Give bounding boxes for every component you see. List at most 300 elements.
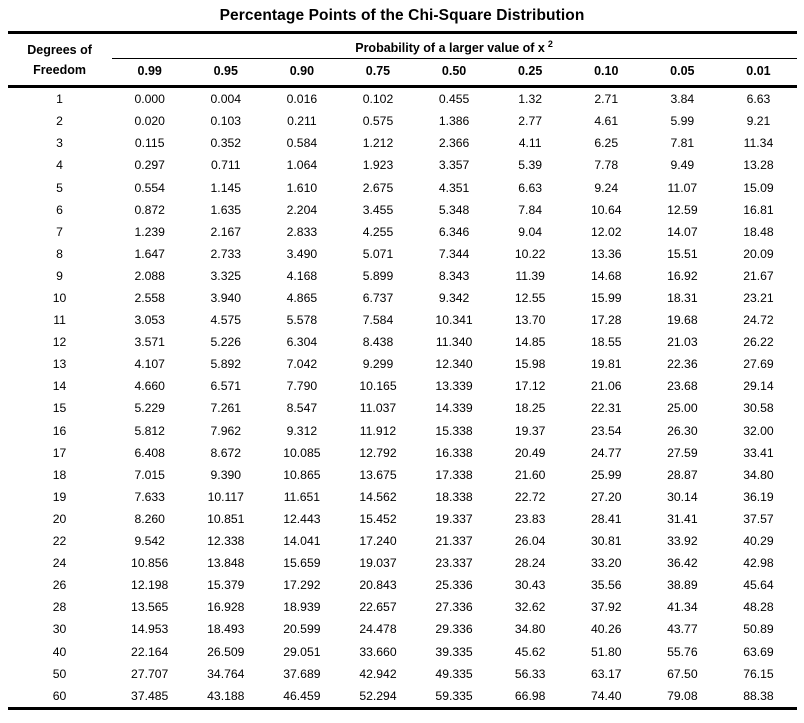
chi-value-cell: 1.212 [362, 136, 394, 151]
chi-value-cell: 34.764 [207, 666, 245, 681]
chi-value-cell: 43.77 [667, 622, 698, 637]
chi-value-cell: 12.198 [131, 578, 169, 593]
chi-value-cell: 14.953 [131, 622, 169, 637]
table-row [8, 375, 797, 397]
chi-value-cell: 7.84 [518, 202, 543, 217]
chi-value-cell: 0.020 [134, 114, 165, 129]
chi-value-cell: 22.164 [131, 644, 169, 659]
chi-value-cell: 38.89 [667, 578, 698, 593]
chi-value-cell: 12.55 [514, 291, 546, 305]
chi-value-cell: 0.211 [287, 114, 317, 129]
chi-value-cell: 14.562 [359, 489, 397, 504]
chi-value-cell: 12.338 [207, 534, 245, 549]
df-value: 17 [52, 445, 67, 460]
chi-value-cell: 37.92 [591, 600, 622, 615]
chi-value-cell: 21.03 [667, 335, 698, 350]
df-value: 50 [52, 666, 67, 681]
chi-value-cell: 22.72 [514, 489, 546, 504]
df-value: 24 [52, 556, 67, 571]
chi-value-cell: 23.83 [514, 511, 546, 526]
chi-value-cell: 14.07 [667, 224, 698, 239]
chi-value-cell: 34.80 [743, 467, 774, 482]
chi-value-cell: 23.68 [667, 379, 698, 394]
df-value: 15 [52, 401, 67, 416]
chi-value-cell: 74.40 [591, 688, 622, 703]
chi-value-cell: 10.851 [207, 511, 245, 526]
column-header-0.25: 0.25 [492, 59, 568, 87]
chi-value-cell: 24.77 [591, 445, 622, 460]
chi-value-cell: 0.584 [286, 136, 318, 151]
chi-value-cell: 10.865 [283, 467, 321, 482]
chi-value-cell: 0.102 [362, 92, 394, 107]
chi-value-cell: 2.204 [286, 202, 318, 217]
chi-value-cell: 5.39 [518, 158, 543, 173]
chi-value-cell: 5.229 [134, 401, 165, 416]
chi-value-cell: 24.478 [359, 622, 397, 637]
chi-value-cell: 1.923 [362, 158, 394, 173]
chi-value-cell: 16.338 [435, 445, 473, 460]
chi-value-cell: 79.08 [667, 688, 698, 703]
df-value: 60 [52, 688, 67, 703]
table-row [8, 618, 797, 640]
chi-value-cell: 7.790 [286, 379, 318, 394]
chi-value-cell: 7.81 [670, 136, 695, 151]
chi-value-cell: 39.335 [435, 644, 473, 659]
df-value: 10 [52, 291, 67, 305]
chi-value-cell: 14.85 [514, 335, 546, 350]
chi-value-cell: 2.833 [286, 224, 318, 239]
chi-value-cell: 7.042 [286, 357, 318, 372]
chi-value-cell: 3.455 [362, 202, 394, 217]
chi-value-cell: 8.672 [210, 445, 242, 460]
table-row [8, 87, 797, 111]
chi-value-cell: 9.299 [362, 357, 394, 372]
chi-value-cell: 8.438 [362, 335, 394, 350]
chi-value-cell: 2.558 [134, 291, 165, 305]
chi-value-cell: 30.14 [667, 489, 698, 504]
column-header-0.10: 0.10 [568, 59, 644, 87]
chi-value-cell: 25.99 [591, 467, 622, 482]
chi-value-cell: 22.36 [667, 357, 698, 372]
chi-value-cell: 7.633 [134, 489, 165, 504]
chi-value-cell: 17.292 [283, 578, 321, 593]
chi-value-cell: 21.67 [743, 268, 774, 283]
chi-value-cell: 24.72 [743, 313, 774, 328]
chi-value-cell: 15.98 [514, 357, 546, 372]
chi-value-cell: 5.226 [210, 335, 242, 350]
column-header-0.75: 0.75 [340, 59, 416, 87]
table-row [8, 287, 797, 309]
chi-value-cell: 1.386 [438, 114, 470, 129]
chi-value-cell: 9.04 [518, 224, 543, 239]
chi-value-cell: 0.872 [134, 202, 165, 217]
chi-value-cell: 40.26 [591, 622, 622, 637]
chi-value-cell: 3.357 [438, 158, 470, 173]
df-value: 20 [52, 511, 67, 526]
chi-value-cell: 18.31 [667, 291, 698, 305]
chi-value-cell: 5.071 [362, 246, 394, 261]
table-row [8, 331, 797, 353]
chi-value-cell: 10.085 [283, 445, 321, 460]
chi-value-cell: 33.660 [359, 644, 397, 659]
chi-value-cell: 25.00 [667, 401, 698, 416]
df-value: 2 [56, 114, 63, 129]
df-value: 16 [52, 423, 67, 438]
chi-value-cell: 12.443 [283, 511, 321, 526]
chi-value-cell: 5.578 [286, 313, 318, 328]
chi-value-cell: 13.339 [435, 379, 473, 394]
chi-value-cell: 9.312 [286, 423, 318, 438]
chi-value-cell: 48.28 [743, 600, 774, 615]
chi-value-cell: 3.940 [210, 291, 242, 305]
chi-value-cell: 29.14 [743, 379, 774, 394]
chi-value-cell: 13.28 [743, 158, 774, 173]
df-value: 11 [53, 313, 66, 328]
chi-value-cell: 0.554 [134, 180, 165, 195]
chi-value-cell: 29.051 [283, 644, 321, 659]
chi-value-cell: 4.660 [134, 379, 165, 394]
chi-value-cell: 18.55 [591, 335, 622, 350]
table-row [8, 464, 797, 486]
column-header-0.99: 0.99 [112, 59, 188, 87]
chi-value-cell: 4.107 [134, 357, 165, 372]
chi-value-cell: 63.17 [591, 666, 622, 681]
chi-value-cell: 11.34 [743, 136, 774, 151]
df-column-header [8, 33, 112, 87]
chi-value-cell: 55.76 [667, 644, 698, 659]
chi-value-cell: 45.62 [514, 644, 546, 659]
chi-value-cell: 14.339 [435, 401, 473, 416]
chi-value-cell: 36.42 [667, 556, 698, 571]
chi-value-cell: 26.22 [743, 335, 774, 350]
chi-value-cell: 25.336 [435, 578, 473, 593]
chi-value-cell: 10.117 [207, 489, 244, 504]
chi-value-cell: 32.00 [743, 423, 774, 438]
df-value: 5 [56, 180, 63, 195]
chi-value-cell: 27.20 [591, 489, 622, 504]
chi-value-cell: 3.325 [210, 268, 242, 283]
column-header-row [8, 59, 797, 87]
chi-value-cell: 30.58 [743, 401, 774, 416]
chi-value-cell: 12.59 [667, 202, 698, 217]
table-row [8, 177, 797, 199]
chi-value-cell: 13.70 [514, 313, 546, 328]
chi-value-cell: 10.64 [591, 202, 622, 217]
chi-value-cell: 10.856 [131, 556, 169, 571]
chi-value-cell: 1.647 [134, 246, 165, 261]
df-value: 6 [56, 202, 63, 217]
chi-value-cell: 28.41 [591, 511, 622, 526]
df-value: 18 [52, 467, 67, 482]
chi-value-cell: 42.942 [359, 666, 397, 681]
chi-value-cell: 23.21 [743, 291, 774, 305]
chi-value-cell: 3.490 [286, 246, 318, 261]
chi-value-cell: 14.041 [283, 534, 321, 549]
table-row [8, 574, 797, 596]
chi-value-cell: 1.145 [210, 180, 242, 195]
chi-value-cell: 36.19 [743, 489, 774, 504]
chi-value-cell: 42.98 [743, 556, 774, 571]
df-value: 40 [52, 644, 67, 659]
chi-value-cell: 27.336 [435, 600, 473, 615]
chi-value-cell: 33.20 [591, 556, 622, 571]
table-row [8, 685, 797, 709]
table-row [8, 199, 797, 221]
chi-value-cell: 33.41 [743, 445, 774, 460]
table-row [8, 596, 797, 618]
chi-value-cell: 0.103 [210, 114, 242, 129]
chi-value-cell: 4.351 [438, 180, 470, 195]
chi-value-cell: 1.635 [210, 202, 242, 217]
table-row [8, 243, 797, 265]
chi-value-cell: 15.09 [743, 180, 774, 195]
column-header-0.95: 0.95 [188, 59, 264, 87]
chi-value-cell: 18.338 [435, 489, 473, 504]
chi-value-cell: 27.69 [743, 357, 774, 372]
page-title: Percentage Points of the Chi-Square Distribution [219, 7, 585, 24]
chi-value-cell: 15.379 [207, 578, 245, 593]
chi-value-cell: 8.343 [438, 268, 470, 283]
table-row [8, 530, 797, 552]
df-header-line1: Degrees of [27, 42, 92, 57]
chi-value-cell: 4.61 [594, 114, 619, 129]
chi-value-cell: 5.348 [438, 202, 470, 217]
chi-value-cell: 2.71 [594, 92, 619, 107]
chi-value-cell: 0.000 [134, 92, 165, 107]
table-header [8, 33, 797, 87]
chi-value-cell: 46.459 [283, 688, 321, 703]
chi-value-cell: 13.565 [131, 600, 169, 615]
chi-value-cell: 0.004 [210, 92, 242, 107]
chi-value-cell: 34.80 [514, 622, 546, 637]
chi-value-cell: 4.255 [362, 224, 394, 239]
table-row [8, 397, 797, 419]
chi-value-cell: 18.493 [207, 622, 245, 637]
chi-value-cell: 14.68 [591, 268, 622, 283]
chi-value-cell: 50.89 [743, 622, 774, 637]
chi-value-cell: 27.59 [667, 445, 698, 460]
column-header-0.90: 0.90 [264, 59, 340, 87]
table-row [8, 265, 797, 287]
chi-value-cell: 37.57 [743, 511, 774, 526]
table-row [8, 641, 797, 663]
chi-value-cell: 15.99 [591, 291, 622, 305]
chi-value-cell: 13.848 [207, 556, 245, 571]
chi-value-cell: 20.49 [514, 445, 546, 460]
chi-value-cell: 0.711 [210, 158, 241, 173]
chi-value-cell: 76.15 [743, 666, 774, 681]
probability-header-superscript: 2 [547, 39, 553, 49]
df-value: 7 [56, 224, 63, 239]
chi-value-cell: 4.168 [286, 268, 318, 283]
chi-value-cell: 4.11 [518, 136, 542, 151]
chi-value-cell: 0.297 [134, 158, 165, 173]
column-header-0.01: 0.01 [720, 59, 796, 87]
chi-value-cell: 59.335 [435, 688, 473, 703]
chi-value-cell: 19.68 [667, 313, 698, 328]
df-value: 4 [56, 158, 63, 173]
chi-value-cell: 7.78 [594, 158, 619, 173]
chi-value-cell: 3.571 [134, 335, 165, 350]
chi-value-cell: 7.584 [362, 313, 394, 328]
column-header-0.05: 0.05 [644, 59, 720, 87]
chi-value-cell: 19.81 [591, 357, 622, 372]
chi-value-cell: 20.09 [743, 246, 774, 261]
chi-value-cell: 10.165 [359, 379, 397, 394]
chi-value-cell: 0.115 [134, 136, 165, 151]
chi-value-cell: 4.865 [286, 291, 318, 305]
chi-value-cell: 2.77 [518, 114, 543, 129]
chi-value-cell: 5.892 [210, 357, 242, 372]
chi-value-cell: 6.25 [594, 136, 619, 151]
chi-value-cell: 21.60 [514, 467, 546, 482]
chi-value-cell: 0.352 [210, 136, 242, 151]
chi-value-cell: 2.675 [362, 180, 394, 195]
table-row [8, 353, 797, 375]
df-value: 26 [52, 578, 67, 593]
chi-value-cell: 49.335 [435, 666, 473, 681]
chi-value-cell: 7.261 [210, 401, 242, 416]
chi-value-cell: 6.63 [518, 180, 543, 195]
probability-header-text: Probability of a larger value of x [355, 41, 545, 56]
chi-value-cell: 1.610 [286, 180, 318, 195]
chi-value-cell: 56.33 [514, 666, 546, 681]
chi-value-cell: 63.69 [743, 644, 774, 659]
chi-value-cell: 2.088 [134, 268, 165, 283]
table-row [8, 486, 797, 508]
chi-value-cell: 15.338 [435, 423, 473, 438]
chi-square-table [8, 31, 797, 710]
chi-value-cell: 19.337 [435, 511, 473, 526]
chi-value-cell: 66.98 [514, 688, 546, 703]
table-row [8, 110, 797, 132]
chi-value-cell: 1.32 [518, 92, 543, 107]
chi-value-cell: 17.12 [514, 379, 546, 394]
chi-value-cell: 5.899 [362, 268, 394, 283]
df-value: 13 [52, 357, 67, 372]
table-row [8, 221, 797, 243]
chi-value-cell: 6.408 [134, 445, 165, 460]
df-value: 8 [56, 246, 63, 261]
df-value: 3 [56, 136, 63, 151]
chi-value-cell: 21.337 [435, 534, 473, 549]
chi-value-cell: 16.81 [743, 202, 774, 217]
chi-value-cell: 11.39 [515, 268, 545, 283]
chi-value-cell: 30.43 [514, 578, 546, 593]
chi-value-cell: 18.48 [743, 224, 774, 239]
chi-value-cell: 0.455 [438, 92, 470, 107]
chi-value-cell: 10.22 [514, 246, 546, 261]
chi-value-cell: 12.02 [591, 224, 622, 239]
table-row [8, 154, 797, 176]
chi-value-cell: 37.485 [131, 688, 169, 703]
chi-value-cell: 13.675 [359, 467, 397, 482]
chi-value-cell: 9.342 [438, 291, 470, 305]
chi-value-cell: 19.37 [514, 423, 546, 438]
chi-value-cell: 9.390 [210, 467, 242, 482]
chi-value-cell: 23.337 [435, 556, 473, 571]
chi-value-cell: 13.36 [591, 246, 622, 261]
chi-value-cell: 15.51 [667, 246, 698, 261]
chi-value-cell: 22.657 [359, 600, 397, 615]
df-value: 14 [52, 379, 67, 394]
chi-value-cell: 28.87 [667, 467, 698, 482]
df-value: 1 [56, 92, 63, 107]
chi-value-cell: 12.792 [359, 445, 397, 460]
chi-value-cell: 2.733 [210, 246, 242, 261]
chi-value-cell: 41.34 [667, 600, 698, 615]
chi-value-cell: 11.037 [359, 401, 397, 416]
df-value: 12 [52, 335, 67, 350]
chi-value-cell: 40.29 [743, 534, 774, 549]
chi-value-cell: 16.92 [667, 268, 698, 283]
chi-value-cell: 6.346 [438, 224, 470, 239]
table-row [8, 420, 797, 442]
chi-value-cell: 20.843 [359, 578, 397, 593]
chi-value-cell: 31.41 [667, 511, 698, 526]
chi-value-cell: 88.38 [743, 688, 774, 703]
chi-value-cell: 28.24 [514, 556, 546, 571]
df-value: 30 [52, 622, 67, 637]
df-header-line2: Freedom [33, 62, 86, 77]
chi-value-cell: 10.341 [435, 313, 473, 328]
table-row [8, 552, 797, 574]
table-row [8, 442, 797, 464]
chi-value-cell: 3.84 [670, 92, 695, 107]
chi-value-cell: 30.81 [591, 534, 622, 549]
chi-value-cell: 6.304 [286, 335, 318, 350]
chi-value-cell: 19.037 [359, 556, 397, 571]
chi-value-cell: 45.64 [743, 578, 774, 593]
chi-value-cell: 6.737 [362, 291, 394, 305]
chi-value-cell: 26.30 [667, 423, 698, 438]
chi-value-cell: 18.25 [514, 401, 546, 416]
table-row [8, 663, 797, 685]
chi-value-cell: 5.99 [670, 114, 695, 129]
chi-value-cell: 12.340 [435, 357, 473, 372]
chi-value-cell: 0.016 [286, 92, 318, 107]
chi-value-cell: 9.49 [670, 158, 695, 173]
chi-value-cell: 26.509 [207, 644, 245, 659]
chi-value-cell: 11.340 [435, 335, 473, 350]
chi-value-cell: 11.651 [283, 489, 321, 504]
chi-value-cell: 17.28 [591, 313, 622, 328]
chi-value-cell: 17.338 [435, 467, 473, 482]
chi-value-cell: 52.294 [359, 688, 397, 703]
chi-value-cell: 18.939 [283, 600, 321, 615]
chi-value-cell: 35.56 [591, 578, 622, 593]
chi-value-cell: 11.912 [359, 423, 397, 438]
table-row [8, 309, 797, 331]
chi-value-cell: 6.63 [746, 92, 771, 107]
chi-value-cell: 4.575 [210, 313, 242, 328]
df-value: 19 [52, 489, 67, 504]
chi-value-cell: 21.06 [591, 379, 622, 394]
table-row [8, 508, 797, 530]
chi-value-cell: 22.31 [591, 401, 622, 416]
chi-value-cell: 51.80 [591, 644, 622, 659]
chi-value-cell: 23.54 [591, 423, 622, 438]
chi-value-cell: 15.452 [359, 511, 397, 526]
chi-value-cell: 7.962 [210, 423, 242, 438]
probability-spanning-header [112, 33, 797, 59]
chi-value-cell: 9.542 [134, 534, 165, 549]
chi-value-cell: 26.04 [514, 534, 546, 549]
chi-value-cell: 7.344 [438, 246, 470, 261]
df-value: 22 [52, 534, 67, 549]
chi-value-cell: 43.188 [207, 688, 245, 703]
chi-value-cell: 5.812 [134, 423, 165, 438]
